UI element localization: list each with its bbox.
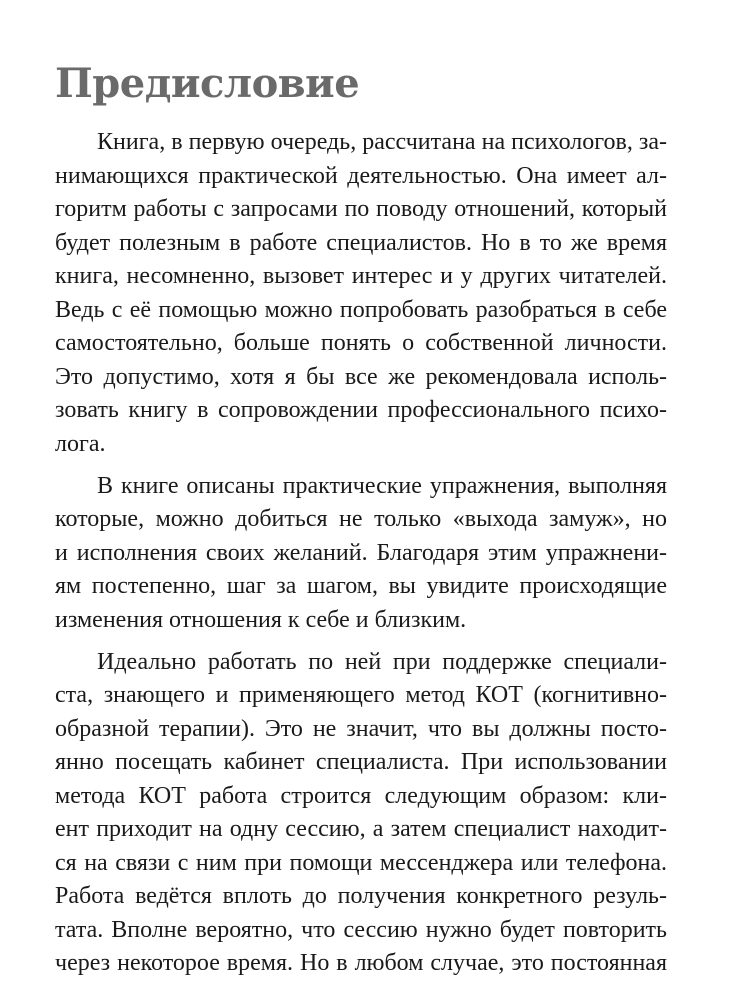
text-line: самостоятельно, больше понять о собственной личности. xyxy=(55,330,667,356)
text-line: тата. Вполне вероятно, что сессию нужно будет повторить xyxy=(55,916,667,943)
book-page xyxy=(55,58,667,981)
text-line: ям постепенно, шаг за шагом, вы увидите происходящие xyxy=(55,573,667,599)
text-line: Книга, в первую очередь, рассчитана на психологов, за- xyxy=(97,129,667,155)
text-line: образной терапии). Это не значит, что вы должны посто- xyxy=(55,715,667,742)
text-line: ент приходит на одну сессию, а затем специалист находит- xyxy=(55,816,667,842)
text-line: нимающихся практической деятельностью. Она имеет ал- xyxy=(55,162,667,189)
text-line: будет полезным в работе специалистов. Но в то же время xyxy=(55,229,667,256)
text-line: и исполнения своих желаний. Благодаря этим упражнени- xyxy=(55,539,667,566)
text-line: зовать книгу в сопровождении профессионального психо- xyxy=(55,397,667,423)
text-line: через некоторое время. Но в любом случае, это постоянная xyxy=(55,950,667,976)
text-line: лога. xyxy=(55,430,106,457)
paragraph xyxy=(55,646,667,981)
text-line: горитм работы с запросами по поводу отношений, который xyxy=(55,196,667,222)
text-line: янно посещать кабинет специалиста. При использовании xyxy=(55,749,667,775)
text-line: которые, можно добиться не только «выхода замуж», но xyxy=(55,506,667,532)
text-line: Это допустимо, хотя я бы все же рекомендовала исполь- xyxy=(55,363,667,390)
text-line: Работа ведётся вплоть до получения конкретного резуль- xyxy=(55,883,667,909)
text-line: ста, знающего и применяющего метод КОТ (когнитивно- xyxy=(55,682,667,708)
text-line: ся на связи с ним при помощи мессенджера или телефона. xyxy=(55,849,667,876)
text-line: книга, несомненно, вызовет интерес и у других читателей. xyxy=(55,263,667,289)
text-line: метода КОТ работа строится следующим образом: кли- xyxy=(55,782,667,809)
text-line: Идеально работать по ней при поддержке специали- xyxy=(97,648,667,675)
chapter-heading: Предисловие xyxy=(55,60,360,107)
text-line: В книге описаны практические упражнения, выполняя xyxy=(97,472,667,499)
text-line: изменения отношения к себе и близким. xyxy=(55,606,467,633)
paragraph xyxy=(55,470,667,638)
text-line: Ведь с её помощью можно попробовать разобраться в себе xyxy=(55,296,667,323)
paragraph xyxy=(55,126,667,461)
